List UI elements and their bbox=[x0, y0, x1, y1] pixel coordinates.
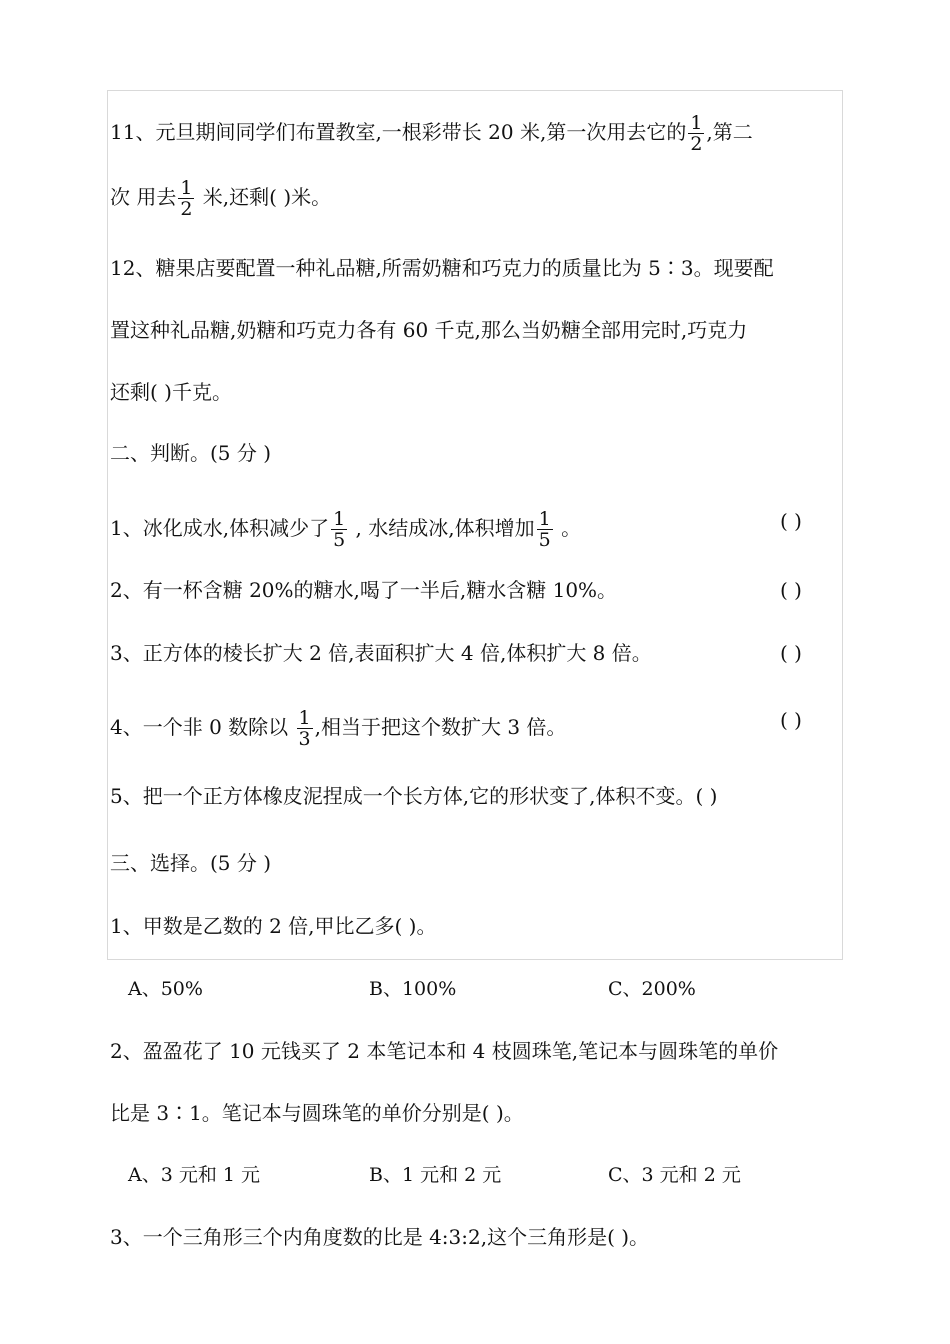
fraction-numerator: 1 bbox=[298, 707, 311, 729]
fraction-denominator: 2 bbox=[180, 198, 193, 220]
fraction-denominator: 5 bbox=[333, 529, 346, 551]
option-c: C、3 元和 2 元 bbox=[608, 1164, 741, 1186]
q11-text: 11、元旦期间同学们布置教室,一根彩带长 20 米,第一次用去它的 bbox=[110, 120, 687, 144]
fraction bbox=[297, 708, 313, 749]
option-b: B、1 元和 2 元 bbox=[369, 1164, 502, 1186]
item-text: 。 bbox=[554, 516, 582, 540]
fraction-numerator: 1 bbox=[180, 177, 193, 199]
judge-item-2: 2、有一杯含糖 20%的糖水,喝了一半后,糖水含糖 10%。 bbox=[110, 578, 618, 602]
option-b: B、100% bbox=[369, 978, 457, 1000]
answer-bracket: ( ) bbox=[780, 578, 802, 602]
fraction bbox=[537, 509, 553, 550]
fraction-numerator: 1 bbox=[538, 508, 551, 530]
q11-text: 次 用去 bbox=[110, 185, 177, 209]
answer-bracket: ( ) bbox=[780, 509, 802, 533]
judge-item-5: 5、把一个正方体橡皮泥捏成一个长方体,它的形状变了,体积不变。( ) bbox=[110, 784, 718, 808]
judge-item-3: 3、正方体的棱长扩大 2 倍,表面积扩大 4 倍,体积扩大 8 倍。 bbox=[110, 641, 652, 665]
judge-item-4 bbox=[110, 708, 566, 749]
judge-item-1 bbox=[110, 509, 581, 550]
item-text: ,相当于把这个数扩大 3 倍。 bbox=[314, 715, 567, 739]
choice-q2-line1: 2、盈盈花了 10 元钱买了 2 本笔记本和 4 枝圆珠笔,笔记本与圆珠笔的单价 bbox=[110, 1039, 779, 1063]
fraction bbox=[688, 113, 704, 154]
q12-line1: 12、糖果店要配置一种礼品糖,所需奶糖和巧克力的质量比为 5∶3。现要配 bbox=[110, 256, 774, 280]
q11-line2 bbox=[110, 178, 331, 219]
item-text: 4、一个非 0 数除以 bbox=[110, 715, 289, 739]
section-title: 三、选择。(5 分 ) bbox=[110, 851, 272, 875]
fraction bbox=[178, 178, 194, 219]
answer-bracket: ( ) bbox=[780, 641, 802, 665]
option-c: C、200% bbox=[608, 978, 696, 1000]
q11-line1 bbox=[110, 113, 753, 154]
fraction-numerator: 1 bbox=[333, 508, 346, 530]
fraction-numerator: 1 bbox=[690, 112, 703, 134]
choice-q3: 3、一个三角形三个内角度数的比是 4:3:2,这个三角形是( )。 bbox=[110, 1225, 650, 1249]
q11-text: 米,还剩( )米。 bbox=[196, 185, 332, 209]
option-a: A、3 元和 1 元 bbox=[128, 1164, 261, 1186]
section-title: 二、判断。(5 分 ) bbox=[110, 441, 272, 465]
fraction-denominator: 5 bbox=[538, 529, 551, 551]
choice-q1: 1、甲数是乙数的 2 倍,甲比乙多( )。 bbox=[110, 914, 437, 938]
fraction-denominator: 2 bbox=[690, 133, 703, 155]
fraction bbox=[331, 509, 347, 550]
answer-bracket: ( ) bbox=[780, 708, 802, 732]
q11-text: ,第二 bbox=[706, 120, 753, 144]
q12-line3: 还剩( )千克。 bbox=[110, 380, 232, 404]
item-text: 1、冰化成水,体积减少了 bbox=[110, 516, 330, 540]
fraction-denominator: 3 bbox=[298, 728, 311, 750]
q12-line2: 置这种礼品糖,奶糖和巧克力各有 60 千克,那么当奶糖全部用完时,巧克力 bbox=[110, 318, 748, 342]
option-a: A、50% bbox=[128, 978, 203, 1000]
item-text: , 水结成冰,体积增加 bbox=[349, 516, 535, 540]
choice-q2-line2: 比是 3∶1。笔记本与圆珠笔的单价分别是( )。 bbox=[110, 1101, 524, 1125]
